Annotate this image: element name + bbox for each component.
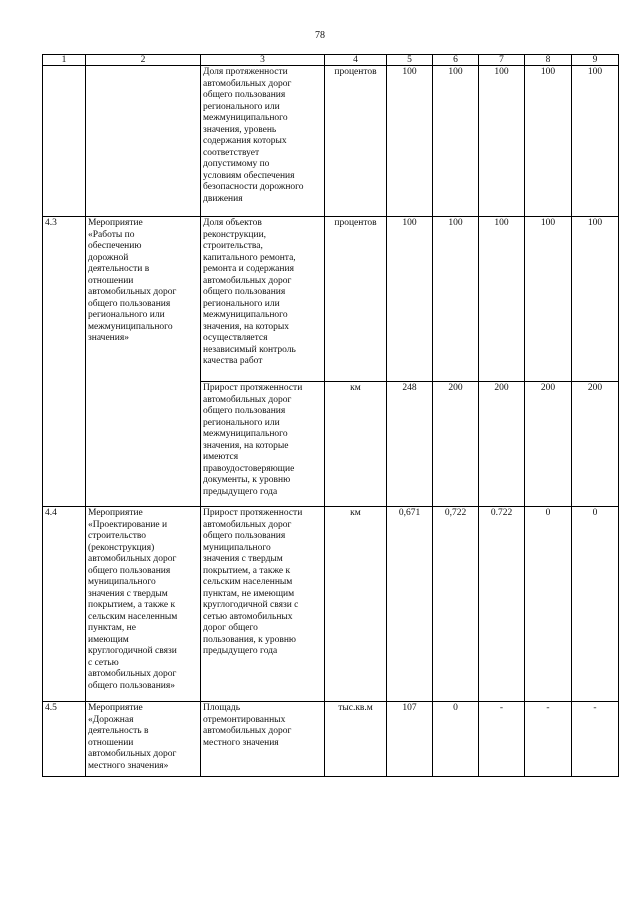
- value-cell: 100: [525, 66, 572, 217]
- unit-cell: км: [325, 382, 387, 507]
- table-row: [43, 66, 619, 217]
- header-cell-2: 2: [86, 55, 201, 66]
- value-cell: 107: [387, 702, 433, 777]
- indicator-name: Прирост протяженности автомобильных дорог общего пользования муниципального значения с твердым покрытием, а также к сельским населенным пунктам, не имеющим круглогодичной связи с сетью автомобильных дорог общего пользования, к уровню предыдущего года: [201, 507, 325, 702]
- table-row: [43, 702, 619, 777]
- unit-cell: процентов: [325, 66, 387, 217]
- header-cell-9: 9: [572, 55, 619, 66]
- header-cell-6: 6: [433, 55, 479, 66]
- value-cell: 100: [572, 217, 619, 382]
- unit-cell: процентов: [325, 217, 387, 382]
- header-cell-8: 8: [525, 55, 572, 66]
- value-cell: 0.722: [479, 507, 525, 702]
- value-cell: 200: [433, 382, 479, 507]
- header-cell-3: 3: [201, 55, 325, 66]
- measure-name: Мероприятие «Проектирование и строительство (реконструкция) автомобильных дорог общего пользования муниципального значения с твердым покрытием, а также к сельским населенным пунктам, не имеющим круглогодичной связи с сетью автомобильных дорог общего пользования»: [86, 507, 201, 702]
- item-number: 4.3: [43, 217, 86, 507]
- indicator-name: Прирост протяженности автомобильных дорог общего пользования регионального или межмуниципального значения, на которые имеются правоудостоверяющие документы, к уровню предыдущего года: [201, 382, 325, 507]
- value-cell: 0,671: [387, 507, 433, 702]
- table-row: [43, 507, 619, 702]
- table-row: [43, 217, 619, 382]
- indicator-name: Доля протяженности автомобильных дорог общего пользования регионального или межмуниципального значения, уровень содержания которых соответствует допустимому по условиям обеспечения безопасности дорожного движения: [201, 66, 325, 217]
- column-number-row: [43, 55, 619, 66]
- indicators-table: [42, 54, 619, 777]
- value-cell: 100: [479, 217, 525, 382]
- indicator-name: Площадь отремонтированных автомобильных дорог местного значения: [201, 702, 325, 777]
- value-cell: 200: [572, 382, 619, 507]
- value-cell: 100: [433, 217, 479, 382]
- measure-name: Мероприятие «Дорожная деятельность в отношении автомобильных дорог местного значения»: [86, 702, 201, 777]
- unit-cell: тыс.кв.м: [325, 702, 387, 777]
- value-cell: 200: [479, 382, 525, 507]
- value-cell: 0: [572, 507, 619, 702]
- header-cell-5: 5: [387, 55, 433, 66]
- page-number: 78: [315, 30, 325, 41]
- value-cell: 100: [525, 217, 572, 382]
- value-cell: 0: [525, 507, 572, 702]
- value-cell: 100: [387, 66, 433, 217]
- value-cell: 0: [433, 702, 479, 777]
- item-number: 4.4: [43, 507, 86, 702]
- unit-cell: км: [325, 507, 387, 702]
- value-cell: 100: [479, 66, 525, 217]
- value-cell: -: [525, 702, 572, 777]
- item-number: [43, 66, 86, 217]
- indicator-name: Доля объектов реконструкции, строительства, капитального ремонта, ремонта и содержания автомобильных дорог общего пользования регионального или межмуниципального значения, на которых осуществляется независимый контроль качества работ: [201, 217, 325, 382]
- item-number: 4.5: [43, 702, 86, 777]
- header-cell-4: 4: [325, 55, 387, 66]
- measure-name: [86, 66, 201, 217]
- header-cell-7: 7: [479, 55, 525, 66]
- value-cell: 248: [387, 382, 433, 507]
- value-cell: 0,722: [433, 507, 479, 702]
- value-cell: -: [479, 702, 525, 777]
- value-cell: 100: [387, 217, 433, 382]
- measure-name: Мероприятие «Работы по обеспечению дорожной деятельности в отношении автомобильных дорог общего пользования регионального или межмуниципального значения»: [86, 217, 201, 507]
- value-cell: 200: [525, 382, 572, 507]
- header-cell-1: 1: [43, 55, 86, 66]
- value-cell: -: [572, 702, 619, 777]
- value-cell: 100: [572, 66, 619, 217]
- value-cell: 100: [433, 66, 479, 217]
